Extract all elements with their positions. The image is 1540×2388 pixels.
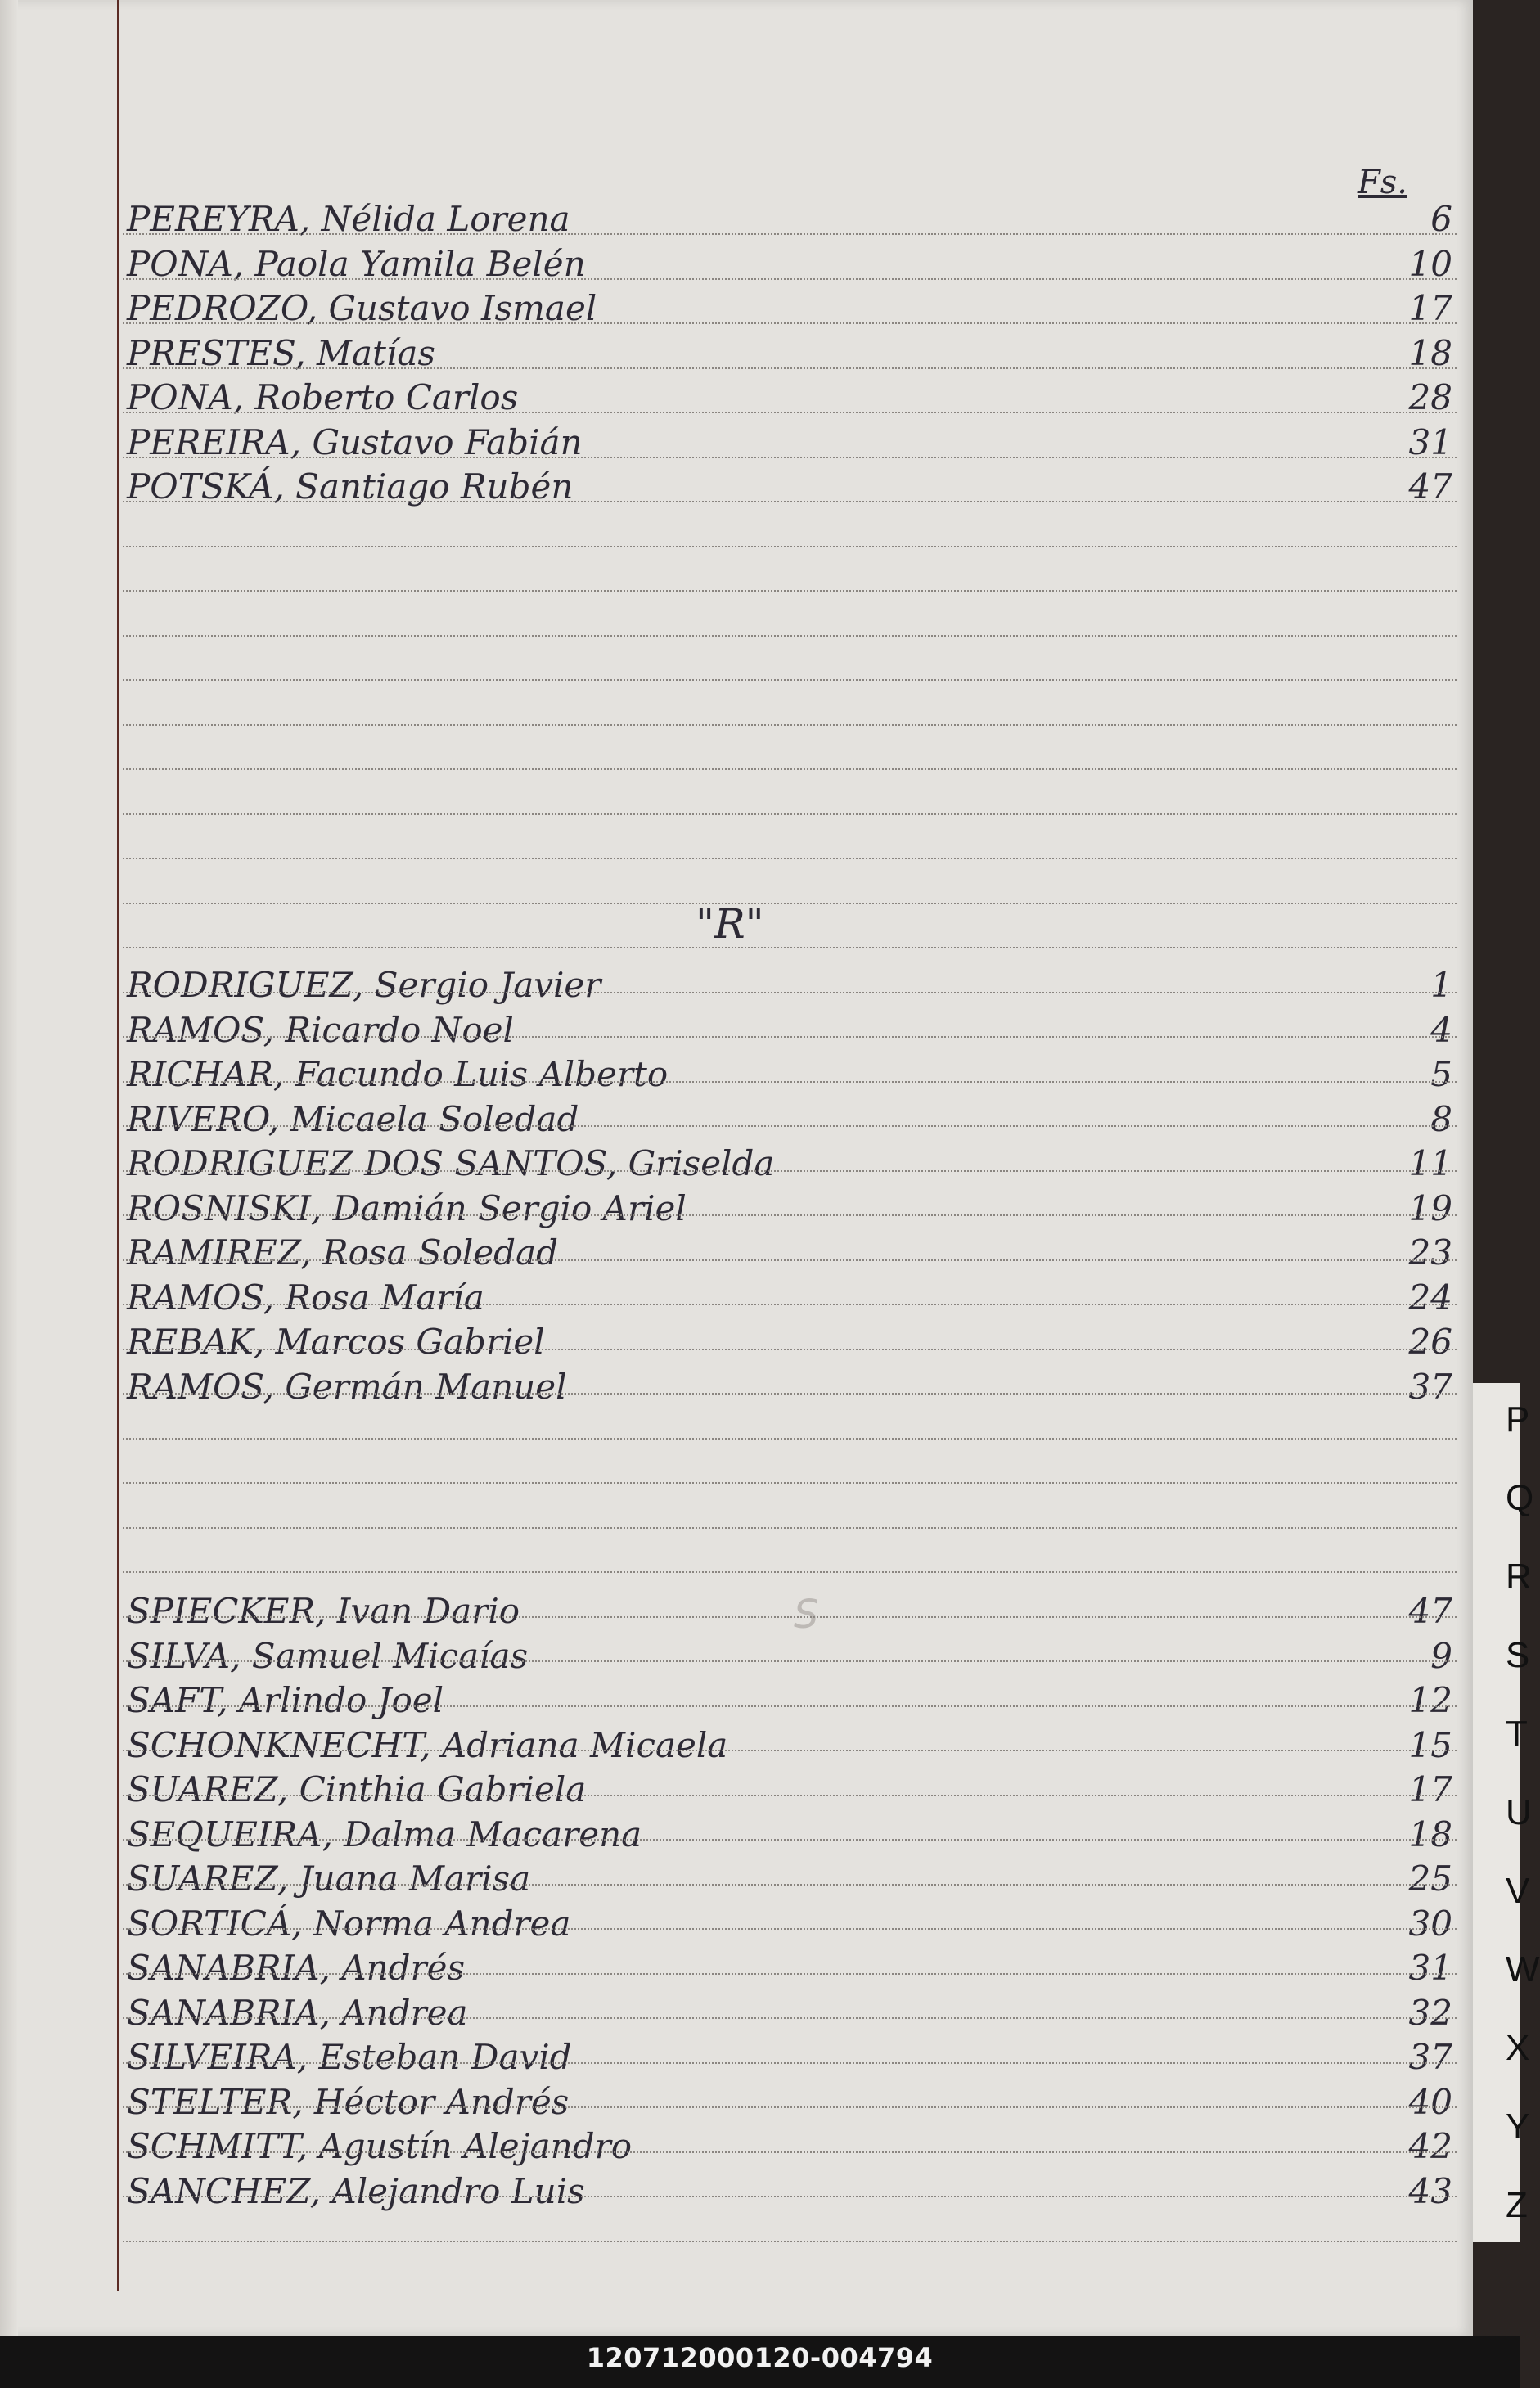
entry-name: ROSNISKI, Damián Sergio Ariel (127, 1187, 687, 1228)
entry-folio: 24 (1408, 1277, 1452, 1318)
index-tab-letter[interactable]: U (1506, 1792, 1532, 1832)
ruled-line (123, 1349, 1457, 1350)
index-entry (127, 1858, 1452, 1900)
entry-name: REBAK, Marcos Gabriel (127, 1322, 545, 1362)
index-entry (127, 1321, 1452, 1363)
index-entry (127, 1232, 1452, 1274)
ruled-line (123, 590, 1457, 592)
entry-folio: 47 (1408, 466, 1452, 507)
section-s-heading: S (794, 1592, 819, 1638)
entry-folio: 6 (1430, 199, 1452, 239)
entry-name: PONA, Roberto Carlos (127, 377, 519, 417)
entry-name: PEDROZO, Gustavo Ismael (127, 288, 597, 328)
entry-folio: 32 (1408, 1992, 1452, 2033)
ruled-line (123, 992, 1457, 993)
ruled-line (123, 1259, 1457, 1261)
ruled-line (123, 1973, 1457, 1975)
ruled-line (123, 1527, 1457, 1529)
entry-name: STELTER, Héctor Andrés (127, 2081, 570, 2122)
index-tab-letter[interactable]: Q (1506, 1478, 1534, 1518)
entry-folio: 26 (1408, 1322, 1452, 1362)
index-entry (127, 1635, 1452, 1678)
index-entry (127, 2036, 1452, 2079)
entry-name: POTSKÁ, Santiago Rubén (127, 466, 574, 507)
ruled-line (123, 1884, 1457, 1886)
index-entry (127, 1142, 1452, 1185)
index-tab-letter[interactable]: V (1506, 1871, 1530, 1911)
entry-folio: 17 (1408, 288, 1452, 328)
index-entry (127, 1009, 1452, 1052)
ruled-line (123, 2106, 1457, 2108)
entry-name: RAMOS, Germán Manuel (127, 1366, 567, 1407)
ruled-line (123, 233, 1457, 235)
ruled-line (123, 322, 1457, 324)
index-entry (127, 1366, 1452, 1408)
ruled-line (123, 278, 1457, 280)
index-entry (127, 1724, 1452, 1767)
entry-folio: 19 (1408, 1187, 1452, 1228)
entry-folio: 9 (1430, 1635, 1452, 1676)
entry-folio: 30 (1408, 1903, 1452, 1944)
entry-name: RICHAR, Facundo Luis Alberto (127, 1054, 669, 1094)
entry-folio: 15 (1408, 1724, 1452, 1765)
index-tab-letter[interactable]: P (1506, 1399, 1530, 1440)
ruled-line (123, 724, 1457, 726)
folio-column-header: Fs. (1358, 164, 1407, 201)
index-tab-letter[interactable]: W (1506, 1949, 1540, 1989)
ruled-line (123, 635, 1457, 637)
ruled-line (123, 2151, 1457, 2153)
index-entry (127, 1590, 1452, 1633)
entry-folio: 4 (1430, 1009, 1452, 1050)
entry-name: SPIECKER, Ivan Dario (127, 1591, 520, 1631)
entry-folio: 8 (1430, 1098, 1452, 1139)
entry-name: SILVEIRA, Esteban David (127, 2037, 572, 2077)
ruled-line (123, 1616, 1457, 1618)
ruled-line (123, 1750, 1457, 1751)
ruled-line (123, 1170, 1457, 1172)
entry-folio: 12 (1408, 1680, 1452, 1720)
ruled-line (123, 1795, 1457, 1796)
index-tab-letter[interactable]: S (1506, 1635, 1530, 1675)
index-entry (127, 1098, 1452, 1141)
ruled-line (123, 1482, 1457, 1484)
entry-folio: 18 (1408, 1814, 1452, 1854)
index-tab-letter[interactable]: Z (1506, 2185, 1528, 2225)
entry-folio: 31 (1408, 421, 1452, 462)
ruled-line (123, 1438, 1457, 1440)
entry-name: SEQUEIRA, Dalma Macarena (127, 1814, 642, 1854)
entry-folio: 10 (1408, 243, 1452, 284)
entry-name: SANABRIA, Andrés (127, 1948, 466, 1988)
entry-name: SILVA, Samuel Micaías (127, 1635, 529, 1676)
entry-name: RAMOS, Rosa María (127, 1277, 484, 1318)
ruled-line (123, 546, 1457, 547)
entry-folio: 25 (1408, 1859, 1452, 1899)
index-entry (127, 1903, 1452, 1945)
index-entry (127, 2125, 1452, 2168)
index-entry (127, 1768, 1452, 1811)
entry-name: SAFT, Arlindo Joel (127, 1680, 444, 1720)
entry-name: SUAREZ, Cinthia Gabriela (127, 1769, 587, 1809)
ruled-line (123, 2196, 1457, 2197)
entry-folio: 42 (1408, 2126, 1452, 2166)
ruled-line (123, 1304, 1457, 1305)
entry-name: PEREIRA, Gustavo Fabián (127, 421, 583, 462)
ruled-line (123, 1214, 1457, 1216)
entry-folio: 5 (1430, 1054, 1452, 1094)
ruled-line (123, 1081, 1457, 1083)
entry-folio: 23 (1408, 1232, 1452, 1273)
entry-folio: 37 (1408, 2037, 1452, 2077)
entry-name: PRESTES, Matías (127, 332, 435, 373)
entry-name: SUAREZ, Juana Marisa (127, 1859, 531, 1899)
entry-name: RODRIGUEZ DOS SANTOS, Griselda (127, 1143, 775, 1183)
ruled-line (123, 501, 1457, 502)
entry-name: SANABRIA, Andrea (127, 1992, 468, 2033)
margin-rule (117, 0, 119, 2291)
entry-folio: 37 (1408, 1366, 1452, 1407)
section-r-heading: "R" (696, 900, 764, 948)
entry-name: RAMOS, Ricardo Noel (127, 1009, 514, 1050)
ruled-line (123, 2017, 1457, 2019)
ruled-line (123, 1705, 1457, 1707)
ruled-line (123, 1928, 1457, 1930)
entry-name: SANCHEZ, Alejandro Luis (127, 2170, 585, 2211)
entry-folio: 11 (1408, 1143, 1452, 1183)
ruled-line (123, 1125, 1457, 1127)
ruled-line (123, 903, 1457, 904)
index-entry (127, 964, 1452, 1007)
entry-folio: 1 (1430, 965, 1452, 1005)
index-tab-letter[interactable]: T (1506, 1714, 1528, 1754)
entry-folio: 47 (1408, 1591, 1452, 1631)
index-entry (127, 1053, 1452, 1096)
index-entry (127, 2170, 1452, 2213)
index-entry (127, 1679, 1452, 1722)
ruled-line (123, 947, 1457, 948)
alphabet-index-tabs (1473, 1383, 1540, 2242)
ruled-line (123, 858, 1457, 859)
index-entry (127, 1277, 1452, 1319)
entry-folio: 28 (1408, 377, 1452, 417)
ruled-line (123, 412, 1457, 413)
ruled-line (123, 1036, 1457, 1038)
page-left-edge (0, 0, 18, 2336)
index-entry (127, 2081, 1452, 2124)
entry-name: RODRIGUEZ, Sergio Javier (127, 965, 601, 1005)
entry-folio: 43 (1408, 2170, 1452, 2211)
entry-name: RIVERO, Micaela Soledad (127, 1098, 579, 1139)
entry-name: SORTICÁ, Norma Andrea (127, 1903, 571, 1944)
entry-folio: 40 (1408, 2081, 1452, 2122)
ruled-line (123, 457, 1457, 458)
document-id: 120712000120-004794 (586, 2342, 934, 2373)
ruled-line (123, 367, 1457, 369)
entry-folio: 31 (1408, 1948, 1452, 1988)
ruled-line (123, 2241, 1457, 2242)
index-tab-letter[interactable]: R (1506, 1557, 1532, 1597)
entry-name: RAMIREZ, Rosa Soledad (127, 1232, 558, 1273)
index-entry (127, 1814, 1452, 1856)
ruled-line (123, 1393, 1457, 1395)
index-entry (127, 1187, 1452, 1230)
index-tab-letter[interactable]: Y (1506, 2106, 1530, 2147)
ruled-line (123, 2062, 1457, 2064)
entry-folio: 17 (1408, 1769, 1452, 1809)
index-entry (127, 1992, 1452, 2034)
ruled-line (123, 813, 1457, 815)
ruled-line (123, 679, 1457, 681)
entry-name: PEREYRA, Nélida Lorena (127, 199, 570, 239)
ruled-line (123, 768, 1457, 770)
entry-folio: 18 (1408, 332, 1452, 373)
index-entry (127, 1947, 1452, 1989)
index-tab-letter[interactable]: X (1506, 2028, 1530, 2068)
ruled-line (123, 1571, 1457, 1573)
entry-name: PONA, Paola Yamila Belén (127, 243, 586, 284)
entry-name: SCHONKNECHT, Adriana Micaela (127, 1724, 728, 1765)
ruled-line (123, 1660, 1457, 1662)
entry-name: SCHMITT, Agustín Alejandro (127, 2126, 632, 2166)
ruled-line (123, 1839, 1457, 1841)
